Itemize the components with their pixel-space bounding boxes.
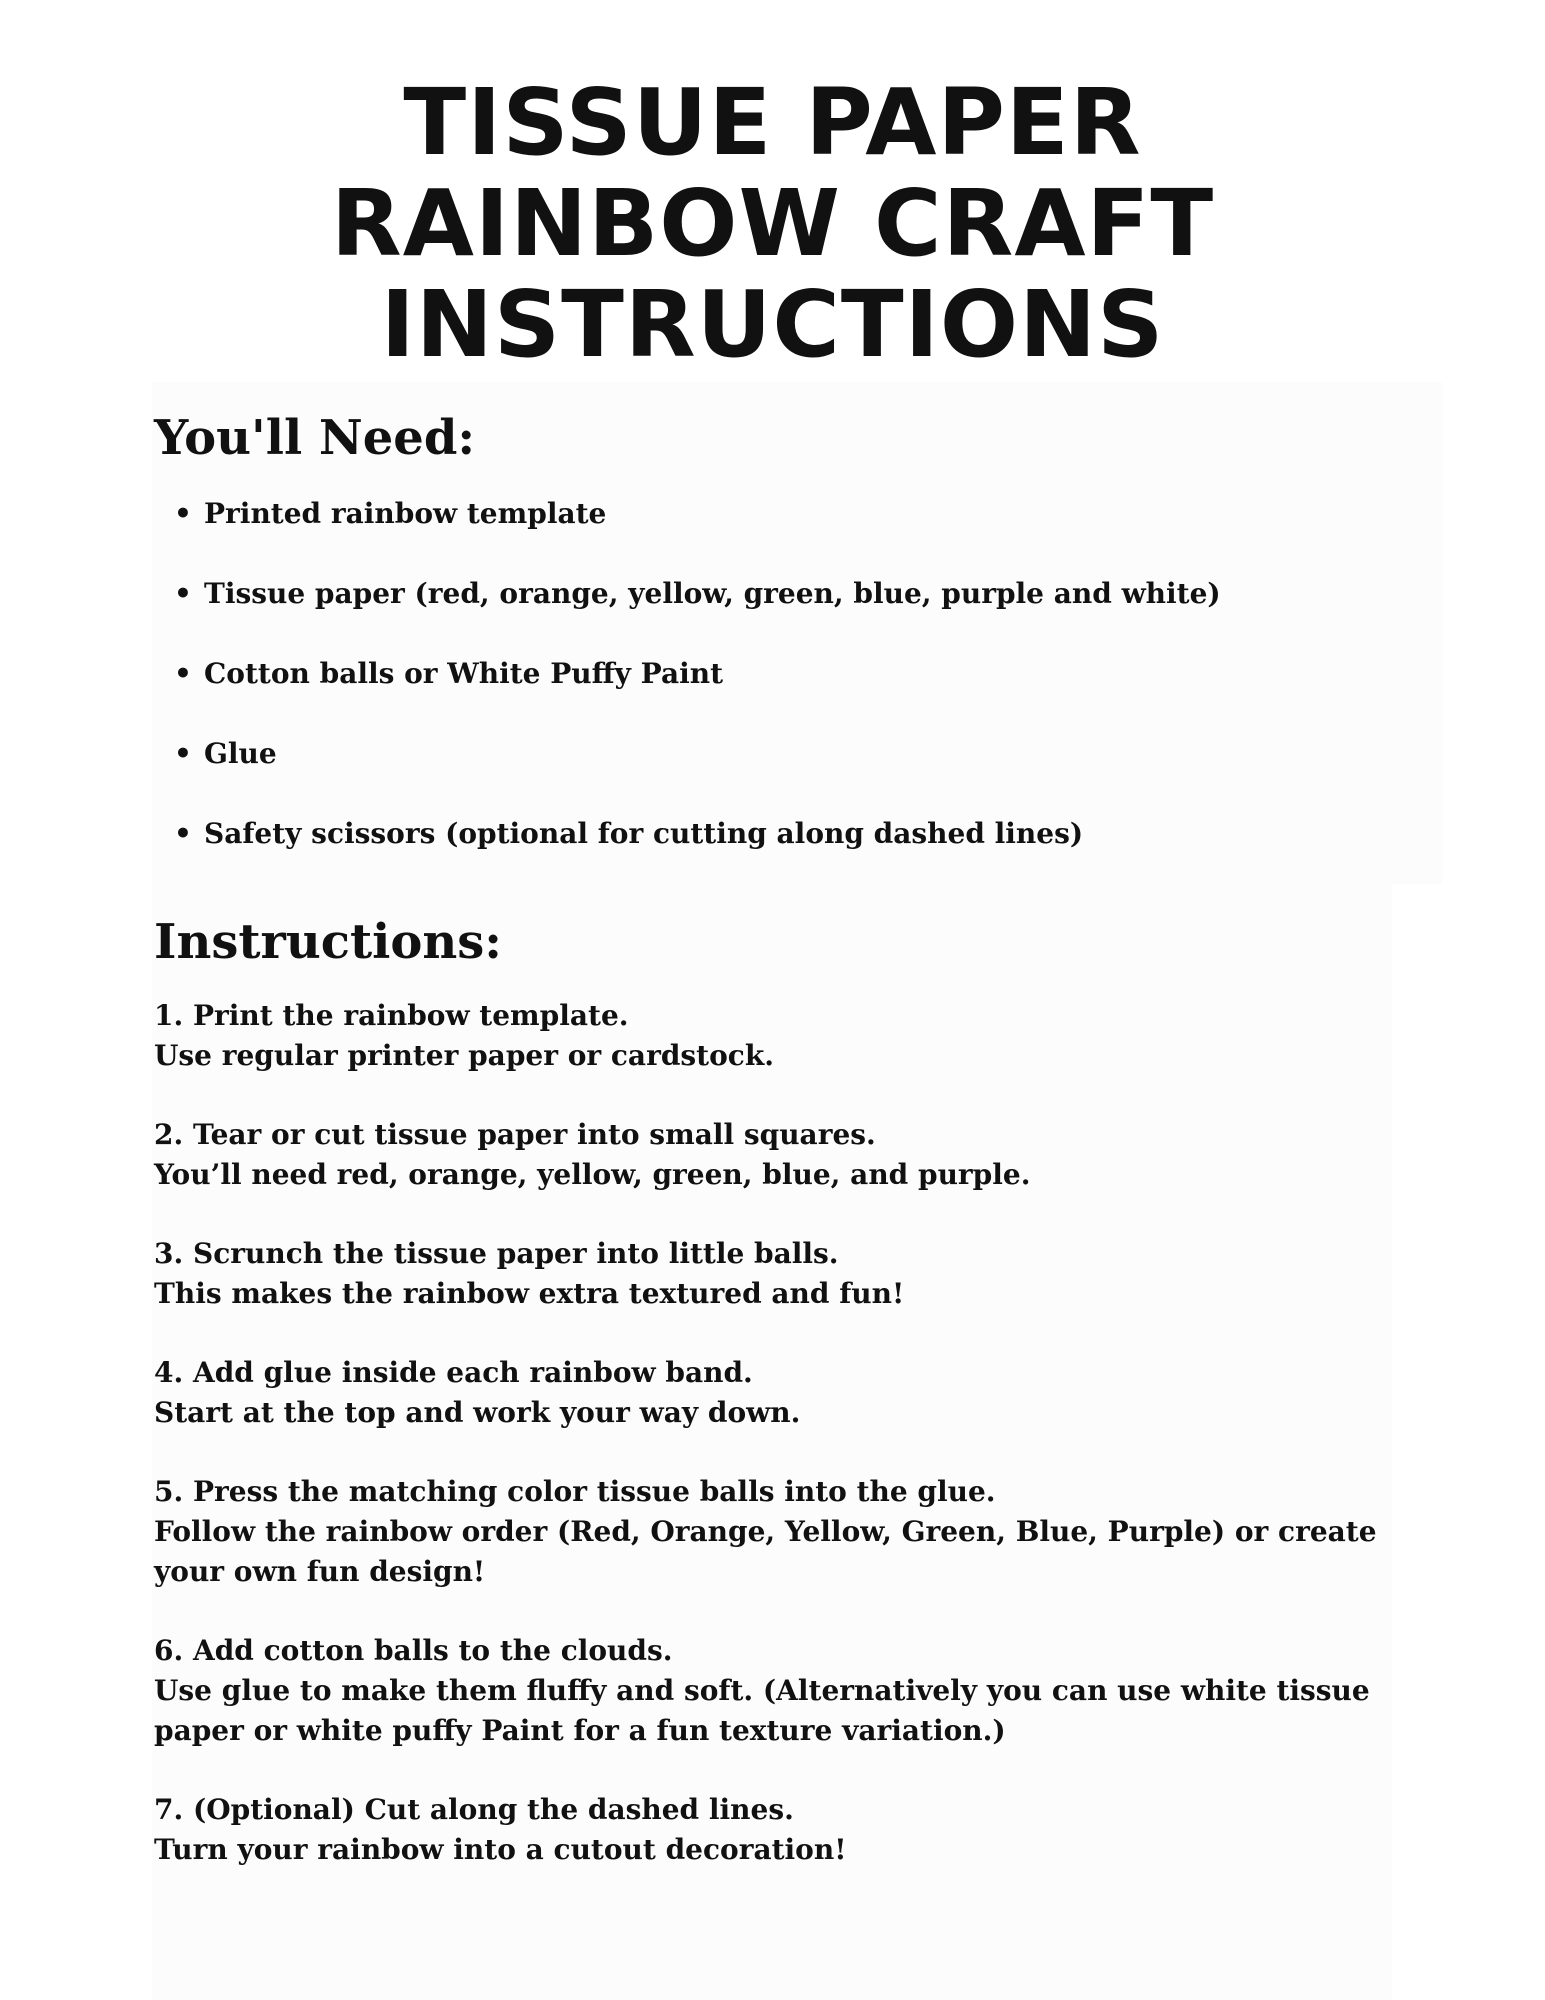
step-title: 4. Add glue inside each rainbow band. <box>154 1356 753 1389</box>
list-item <box>154 650 1414 698</box>
bullet-icon: • <box>174 497 192 530</box>
step-title: 7. (Optional) Cut along the dashed lines. <box>154 1793 794 1826</box>
step-4 <box>154 1353 1424 1433</box>
step-detail: Start at the top and work your way down. <box>154 1396 801 1429</box>
bullet-icon: • <box>174 737 192 770</box>
bullet-icon: • <box>174 577 192 610</box>
list-item <box>154 490 1414 538</box>
supply-label: Safety scissors (optional for cutting along dashed lines) <box>204 817 1084 850</box>
step-7 <box>154 1790 1424 1870</box>
page-title <box>0 69 1545 378</box>
step-title: 3. Scrunch the tissue paper into little balls. <box>154 1237 839 1270</box>
instructions-heading: Instructions: <box>154 914 503 970</box>
step-1 <box>154 996 1424 1076</box>
step-detail: Use regular printer paper or cardstock. <box>154 1039 774 1072</box>
bullet-icon: • <box>174 817 192 850</box>
step-detail: Follow the rainbow order (Red, Orange, Yellow, Green, Blue, Purple) or create your own fun design! <box>154 1515 1377 1588</box>
needs-heading: You'll Need: <box>154 410 476 466</box>
list-item <box>154 730 1414 778</box>
step-detail: Use glue to make them fluffy and soft. (Alternatively you can use white tissue paper or white puffy Paint for a fun texture variation.) <box>154 1674 1370 1747</box>
step-5 <box>154 1472 1424 1592</box>
supply-label: Tissue paper (red, orange, yellow, green, blue, purple and white) <box>204 577 1221 610</box>
step-title: 5. Press the matching color tissue balls into the glue. <box>154 1475 996 1508</box>
supply-label: Cotton balls or White Puffy Paint <box>204 657 724 690</box>
supply-label: Printed rainbow template <box>204 497 607 530</box>
supplies-list <box>154 490 1414 890</box>
list-item <box>154 810 1414 858</box>
instructions-steps <box>154 996 1424 1909</box>
step-detail: This makes the rainbow extra textured and fun! <box>154 1277 905 1310</box>
bullet-icon: • <box>174 657 192 690</box>
step-6 <box>154 1631 1424 1751</box>
list-item <box>154 570 1414 618</box>
title-line-3: INSTRUCTIONS <box>380 271 1165 378</box>
step-detail: You’ll need red, orange, yellow, green, blue, and purple. <box>154 1158 1031 1191</box>
title-line-2: RAINBOW CRAFT <box>330 170 1215 277</box>
step-2 <box>154 1115 1424 1195</box>
step-title: 1. Print the rainbow template. <box>154 999 629 1032</box>
supply-label: Glue <box>204 737 277 770</box>
title-line-1: TISSUE PAPER <box>403 69 1142 176</box>
step-3 <box>154 1234 1424 1314</box>
step-detail: Turn your rainbow into a cutout decoration! <box>154 1833 847 1866</box>
step-title: 6. Add cotton balls to the clouds. <box>154 1634 673 1667</box>
step-title: 2. Tear or cut tissue paper into small squares. <box>154 1118 876 1151</box>
